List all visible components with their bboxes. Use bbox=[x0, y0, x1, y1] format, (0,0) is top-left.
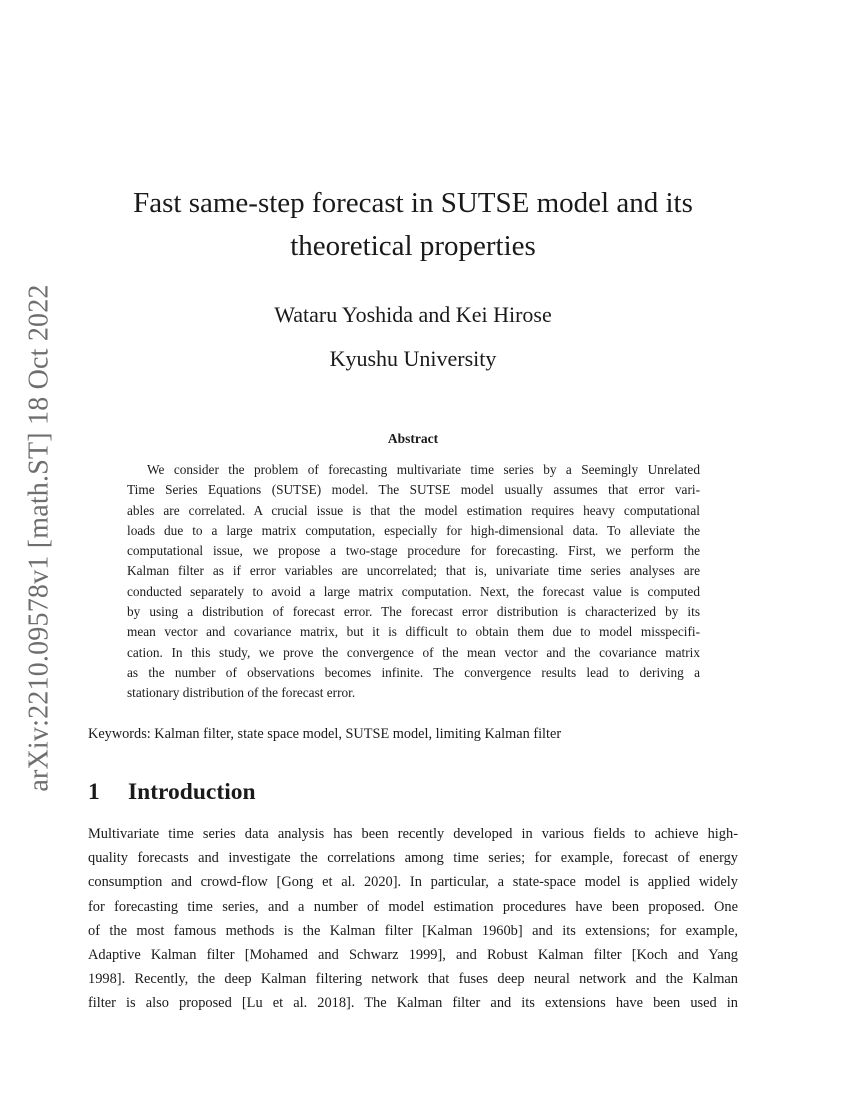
abstract-line: stationary distribution of the forecast error. bbox=[127, 685, 356, 701]
body-line: Adaptive Kalman filter [Mohamed and Schwarz 1999], and Robust Kalman filter [Koch and Yang bbox=[88, 946, 738, 963]
abstract-heading: Abstract bbox=[387, 431, 439, 446]
abstract-line: Kalman filter as if error variables are uncorrelated; that is, univariate time series analyses are bbox=[127, 563, 700, 579]
abstract-line: mean vector and covariance matrix, but it is difficult to obtain them due to model misspecifi- bbox=[127, 624, 700, 640]
abstract-body bbox=[127, 460, 700, 704]
body-line: consumption and crowd-flow [Gong et al. 2020]. In particular, a state-space model is applied widely bbox=[88, 874, 738, 891]
introduction-body bbox=[88, 822, 738, 1016]
body-line: for forecasting time series, and a number of model estimation procedures have been proposed. One bbox=[88, 898, 738, 915]
abstract-line: loads due to a large matrix computation, especially for high-dimensional data. To alleviate the bbox=[127, 522, 700, 538]
abstract-line: by using a distribution of forecast error. The forecast error distribution is characterized by its bbox=[127, 604, 700, 620]
abstract-line: as the number of observations becomes infinite. The convergence results lead to deriving a bbox=[127, 664, 700, 680]
paper-title bbox=[88, 182, 738, 268]
abstract-line: conducted separately to avoid a large matrix computation. Next, the forecast value is computed bbox=[127, 583, 700, 599]
keywords: Keywords: Kalman filter, state space model, SUTSE model, limiting Kalman filter bbox=[88, 726, 562, 742]
abstract-line: ables are correlated. A crucial issue is that the model estimation requires heavy computational bbox=[127, 502, 700, 518]
author-list: Wataru Yoshida and Kei Hirose bbox=[274, 302, 552, 327]
body-line: filter is also proposed [Lu et al. 2018]. The Kalman filter and its extensions have been used in bbox=[88, 995, 738, 1012]
title-line: Fast same-step forecast in SUTSE model and its bbox=[133, 187, 693, 219]
body-line: 1998]. Recently, the deep Kalman filtering network that fuses deep neural network and the Kalman bbox=[88, 971, 738, 988]
abstract-line: We consider the problem of forecasting multivariate time series by a Seemingly Unrelated bbox=[147, 462, 700, 477]
section-number: 1 bbox=[88, 779, 100, 805]
title-line: theoretical properties bbox=[290, 230, 536, 262]
abstract-line: Time Series Equations (SUTSE) model. The SUTSE model usually assumes that error vari- bbox=[127, 482, 700, 498]
abstract-line: computational issue, we propose a two-stage procedure for forecasting. First, we perform the bbox=[127, 543, 700, 559]
abstract-line: cation. In this study, we prove the convergence of the mean vector and the covariance matrix bbox=[127, 644, 700, 660]
section-heading bbox=[88, 777, 256, 807]
section-title: Introduction bbox=[128, 779, 256, 805]
arxiv-identifier-sidebar bbox=[20, 278, 60, 798]
affiliation: Kyushu University bbox=[329, 346, 497, 371]
body-line: quality forecasts and investigate the correlations among time series; for example, forecast of energy bbox=[88, 850, 738, 867]
body-line: of the most famous methods is the Kalman filter [Kalman 1960b] and its extensions; for example, bbox=[88, 922, 738, 939]
arxiv-identifier-text: arXiv:2210.09578v1 [math.ST] 18 Oct 2022 bbox=[24, 284, 55, 792]
body-line: Multivariate time series data analysis has been recently developed in various fields to achieve high- bbox=[88, 826, 738, 842]
